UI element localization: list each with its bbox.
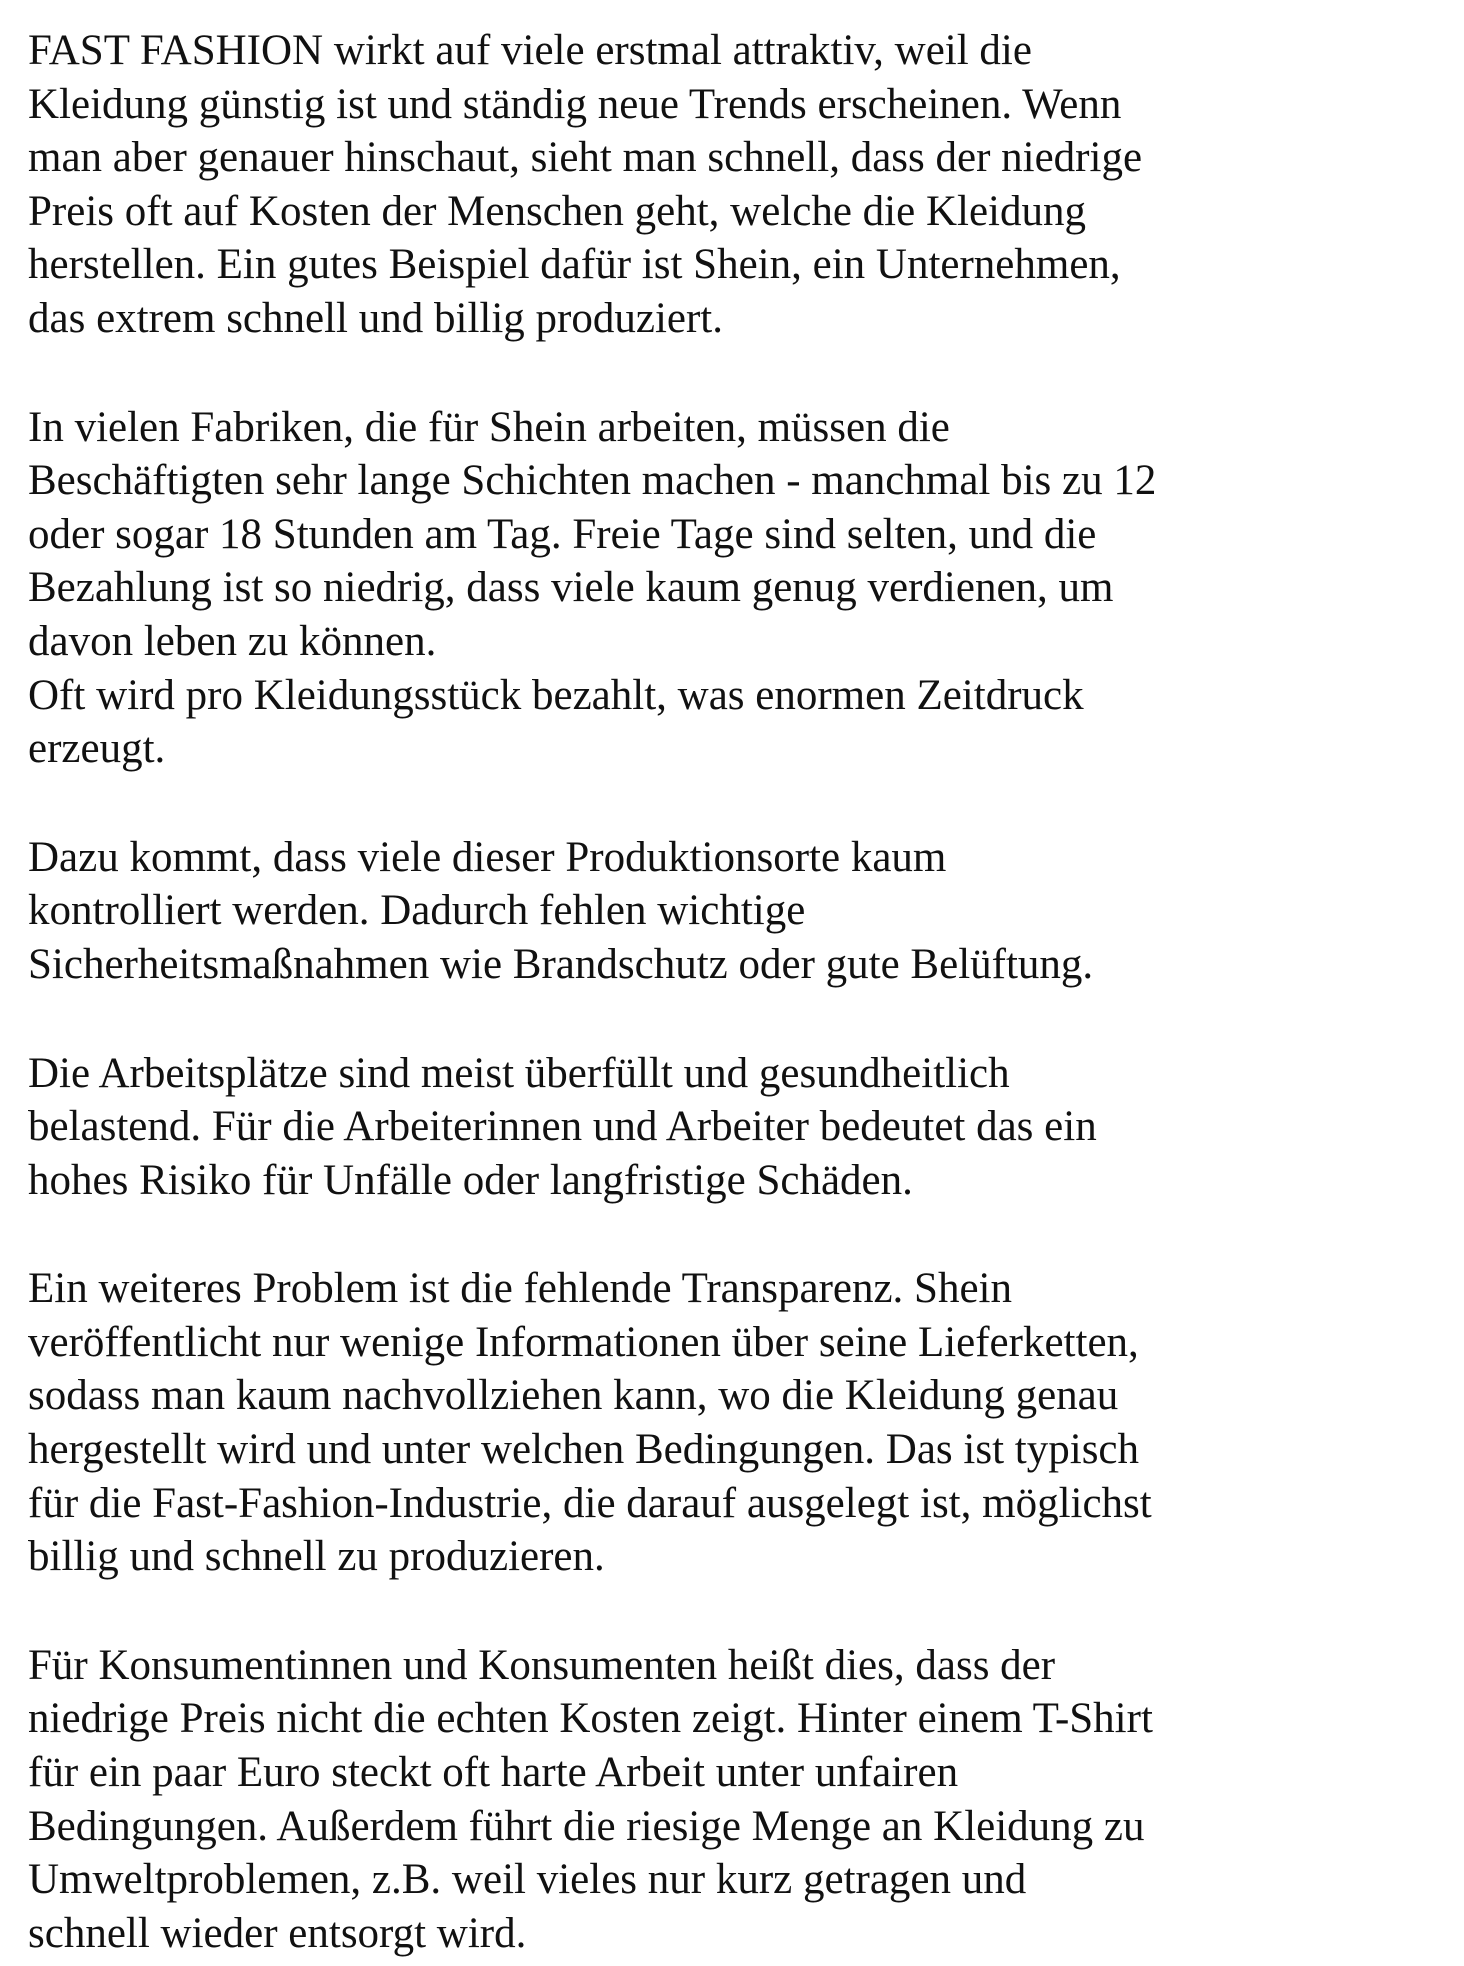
text-line: schnell wieder entsorgt wird. xyxy=(28,1909,527,1957)
paragraph-working-hours xyxy=(28,401,1438,776)
text-line: Bedingungen. Außerdem führt die riesige Menge an Kleidung zu xyxy=(28,1802,1145,1850)
text-line: hohes Risiko für Unfälle oder langfristige Schäden. xyxy=(28,1156,913,1204)
text-line: erzeugt. xyxy=(28,725,166,773)
text-line: für die Fast-Fashion-Industrie, die darauf ausgelegt ist, möglichst xyxy=(28,1479,1152,1527)
text-line: das extrem schnell und billig produziert. xyxy=(28,294,723,342)
paragraph-controls xyxy=(28,831,1438,992)
text-line: Die Arbeitsplätze sind meist überfüllt und gesundheitlich xyxy=(28,1049,1010,1097)
text-line: Dazu kommt, dass viele dieser Produktionsorte kaum xyxy=(28,833,947,881)
paragraph-consumers xyxy=(28,1639,1438,1961)
paragraph-intro xyxy=(28,24,1438,346)
text-line: Preis oft auf Kosten der Menschen geht, welche die Kleidung xyxy=(28,187,1086,235)
document-body xyxy=(28,24,1438,1960)
text-line: niedrige Preis nicht die echten Kosten zeigt. Hinter einem T-Shirt xyxy=(28,1695,1153,1743)
text-line: billig und schnell zu produzieren. xyxy=(28,1533,605,1581)
text-line: Bezahlung ist so niedrig, dass viele kaum genug verdienen, um xyxy=(28,564,1114,612)
text-line: Kleidung günstig ist und ständig neue Trends erscheinen. Wenn xyxy=(28,80,1122,128)
text-line: Umweltproblemen, z.B. weil vieles nur kurz getragen und xyxy=(28,1856,1027,1904)
text-line: oder sogar 18 Stunden am Tag. Freie Tage sind selten, und die xyxy=(28,510,1097,558)
text-line: Für Konsumentinnen und Konsumenten heißt dies, dass der xyxy=(28,1641,1056,1689)
text-line: In vielen Fabriken, die für Shein arbeiten, müssen die xyxy=(28,403,950,451)
text-line: sodass man kaum nachvollziehen kann, wo die Kleidung genau xyxy=(28,1372,1119,1420)
text-line: veröffentlicht nur wenige Informationen über seine Lieferketten, xyxy=(28,1318,1139,1366)
text-line: FAST FASHION wirkt auf viele erstmal attraktiv, weil die xyxy=(28,27,1032,74)
text-line: hergestellt wird und unter welchen Bedingungen. Das ist typisch xyxy=(28,1426,1140,1474)
text-line: Ein weiteres Problem ist die fehlende Transparenz. Shein xyxy=(28,1265,1013,1313)
paragraph-transparency xyxy=(28,1262,1438,1584)
text-line: kontrolliert werden. Dadurch fehlen wichtige xyxy=(28,887,806,935)
text-line: für ein paar Euro steckt oft harte Arbeit unter unfairen xyxy=(28,1749,959,1797)
paragraph-workplaces xyxy=(28,1047,1438,1208)
text-line: Sicherheitsmaßnahmen wie Brandschutz oder gute Belüftung. xyxy=(28,940,1094,988)
text-line: Oft wird pro Kleidungsstück bezahlt, was enormen Zeitdruck xyxy=(28,671,1084,719)
text-line: man aber genauer hinschaut, sieht man schnell, dass der niedrige xyxy=(28,134,1143,182)
text-line: belastend. Für die Arbeiterinnen und Arbeiter bedeutet das ein xyxy=(28,1103,1097,1151)
text-line: Beschäftigten sehr lange Schichten machen - manchmal bis zu 12 xyxy=(28,457,1157,505)
text-line: davon leben zu können. xyxy=(28,617,437,665)
text-line: herstellen. Ein gutes Beispiel dafür ist Shein, ein Unternehmen, xyxy=(28,241,1121,289)
